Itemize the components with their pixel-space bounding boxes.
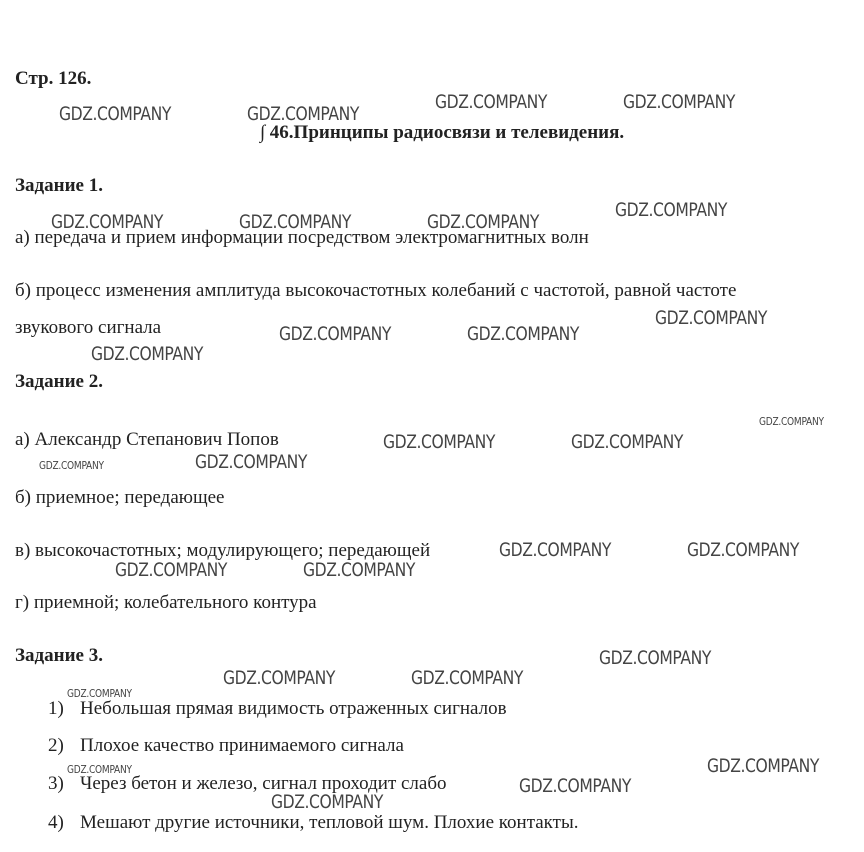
task1-answer-a: а) передача и прием информации посредством электромагнитных волн bbox=[15, 227, 589, 248]
list-item-number: 3) bbox=[48, 773, 64, 794]
watermark: GDZ.COMPANY bbox=[383, 431, 496, 453]
task2-answer-b: б) приемное; передающее bbox=[15, 487, 225, 508]
list-item bbox=[48, 735, 404, 757]
list-item-number: 1) bbox=[48, 698, 64, 719]
watermark: GDZ.COMPANY bbox=[707, 755, 820, 777]
watermark: GDZ.COMPANY bbox=[571, 431, 684, 453]
watermark: GDZ.COMPANY bbox=[115, 559, 228, 581]
watermark: GDZ.COMPANY bbox=[599, 647, 712, 669]
task1-heading: Задание 1. bbox=[15, 175, 103, 196]
task2-answer-d: г) приемной; колебательного контура bbox=[15, 592, 317, 613]
list-item-text: Небольшая прямая видимость отраженных сигналов bbox=[80, 698, 507, 719]
watermark: GDZ.COMPANY bbox=[247, 103, 360, 125]
watermark: GDZ.COMPANY bbox=[435, 91, 548, 113]
task2-heading: Задание 2. bbox=[15, 371, 103, 392]
watermark: GDZ.COMPANY bbox=[303, 559, 416, 581]
task2-answer-c: в) высокочастотных; модулирующего; передающей bbox=[15, 540, 431, 561]
watermark: GDZ.COMPANY bbox=[655, 307, 768, 329]
list-item-number: 2) bbox=[48, 735, 64, 756]
watermark: GDZ.COMPANY bbox=[239, 211, 352, 233]
list-item bbox=[48, 812, 578, 834]
page-reference: Стр. 126. bbox=[15, 68, 92, 89]
watermark: GDZ.COMPANY bbox=[59, 103, 172, 125]
watermark: GDZ.COMPANY bbox=[687, 539, 800, 561]
list-item-number: 4) bbox=[48, 812, 64, 833]
watermark: GDZ.COMPANY bbox=[615, 199, 728, 221]
watermark: GDZ.COMPANY bbox=[467, 323, 580, 345]
watermark: GDZ.COMPANY bbox=[195, 451, 308, 473]
watermark: GDZ.COMPANY bbox=[91, 343, 204, 365]
watermark: GDZ.COMPANY bbox=[223, 667, 336, 689]
watermark: GDZ.COMPANY bbox=[427, 211, 540, 233]
watermark: GDZ.COMPANY bbox=[411, 667, 524, 689]
watermark: GDZ.COMPANY bbox=[279, 323, 392, 345]
task1-answer-b-line1: б) процесс изменения амплитуда высокочастотных колебаний с частотой, равной частоте bbox=[15, 280, 737, 301]
watermark: GDZ.COMPANY bbox=[67, 687, 132, 700]
task2-answer-a: а) Александр Степанович Попов bbox=[15, 429, 279, 450]
watermark: GDZ.COMPANY bbox=[271, 791, 384, 813]
task1-answer-b-line2: звукового сигнала bbox=[15, 317, 162, 338]
list-item bbox=[48, 698, 507, 720]
list-item bbox=[48, 773, 447, 795]
watermark: GDZ.COMPANY bbox=[759, 415, 824, 428]
watermark: GDZ.COMPANY bbox=[39, 459, 104, 472]
section-title: ∫ 46.Принципы радиосвязи и телевидения. bbox=[259, 122, 625, 143]
watermark: GDZ.COMPANY bbox=[67, 763, 132, 776]
watermark: GDZ.COMPANY bbox=[51, 211, 164, 233]
list-item-text: Плохое качество принимаемого сигнала bbox=[80, 735, 404, 756]
watermark: GDZ.COMPANY bbox=[499, 539, 612, 561]
watermark: GDZ.COMPANY bbox=[623, 91, 736, 113]
watermark: GDZ.COMPANY bbox=[519, 775, 632, 797]
task3-heading: Задание 3. bbox=[15, 645, 103, 666]
list-item-text: Мешают другие источники, тепловой шум. Плохие контакты. bbox=[80, 812, 579, 833]
list-item-text: Через бетон и железо, сигнал проходит слабо bbox=[80, 773, 447, 794]
